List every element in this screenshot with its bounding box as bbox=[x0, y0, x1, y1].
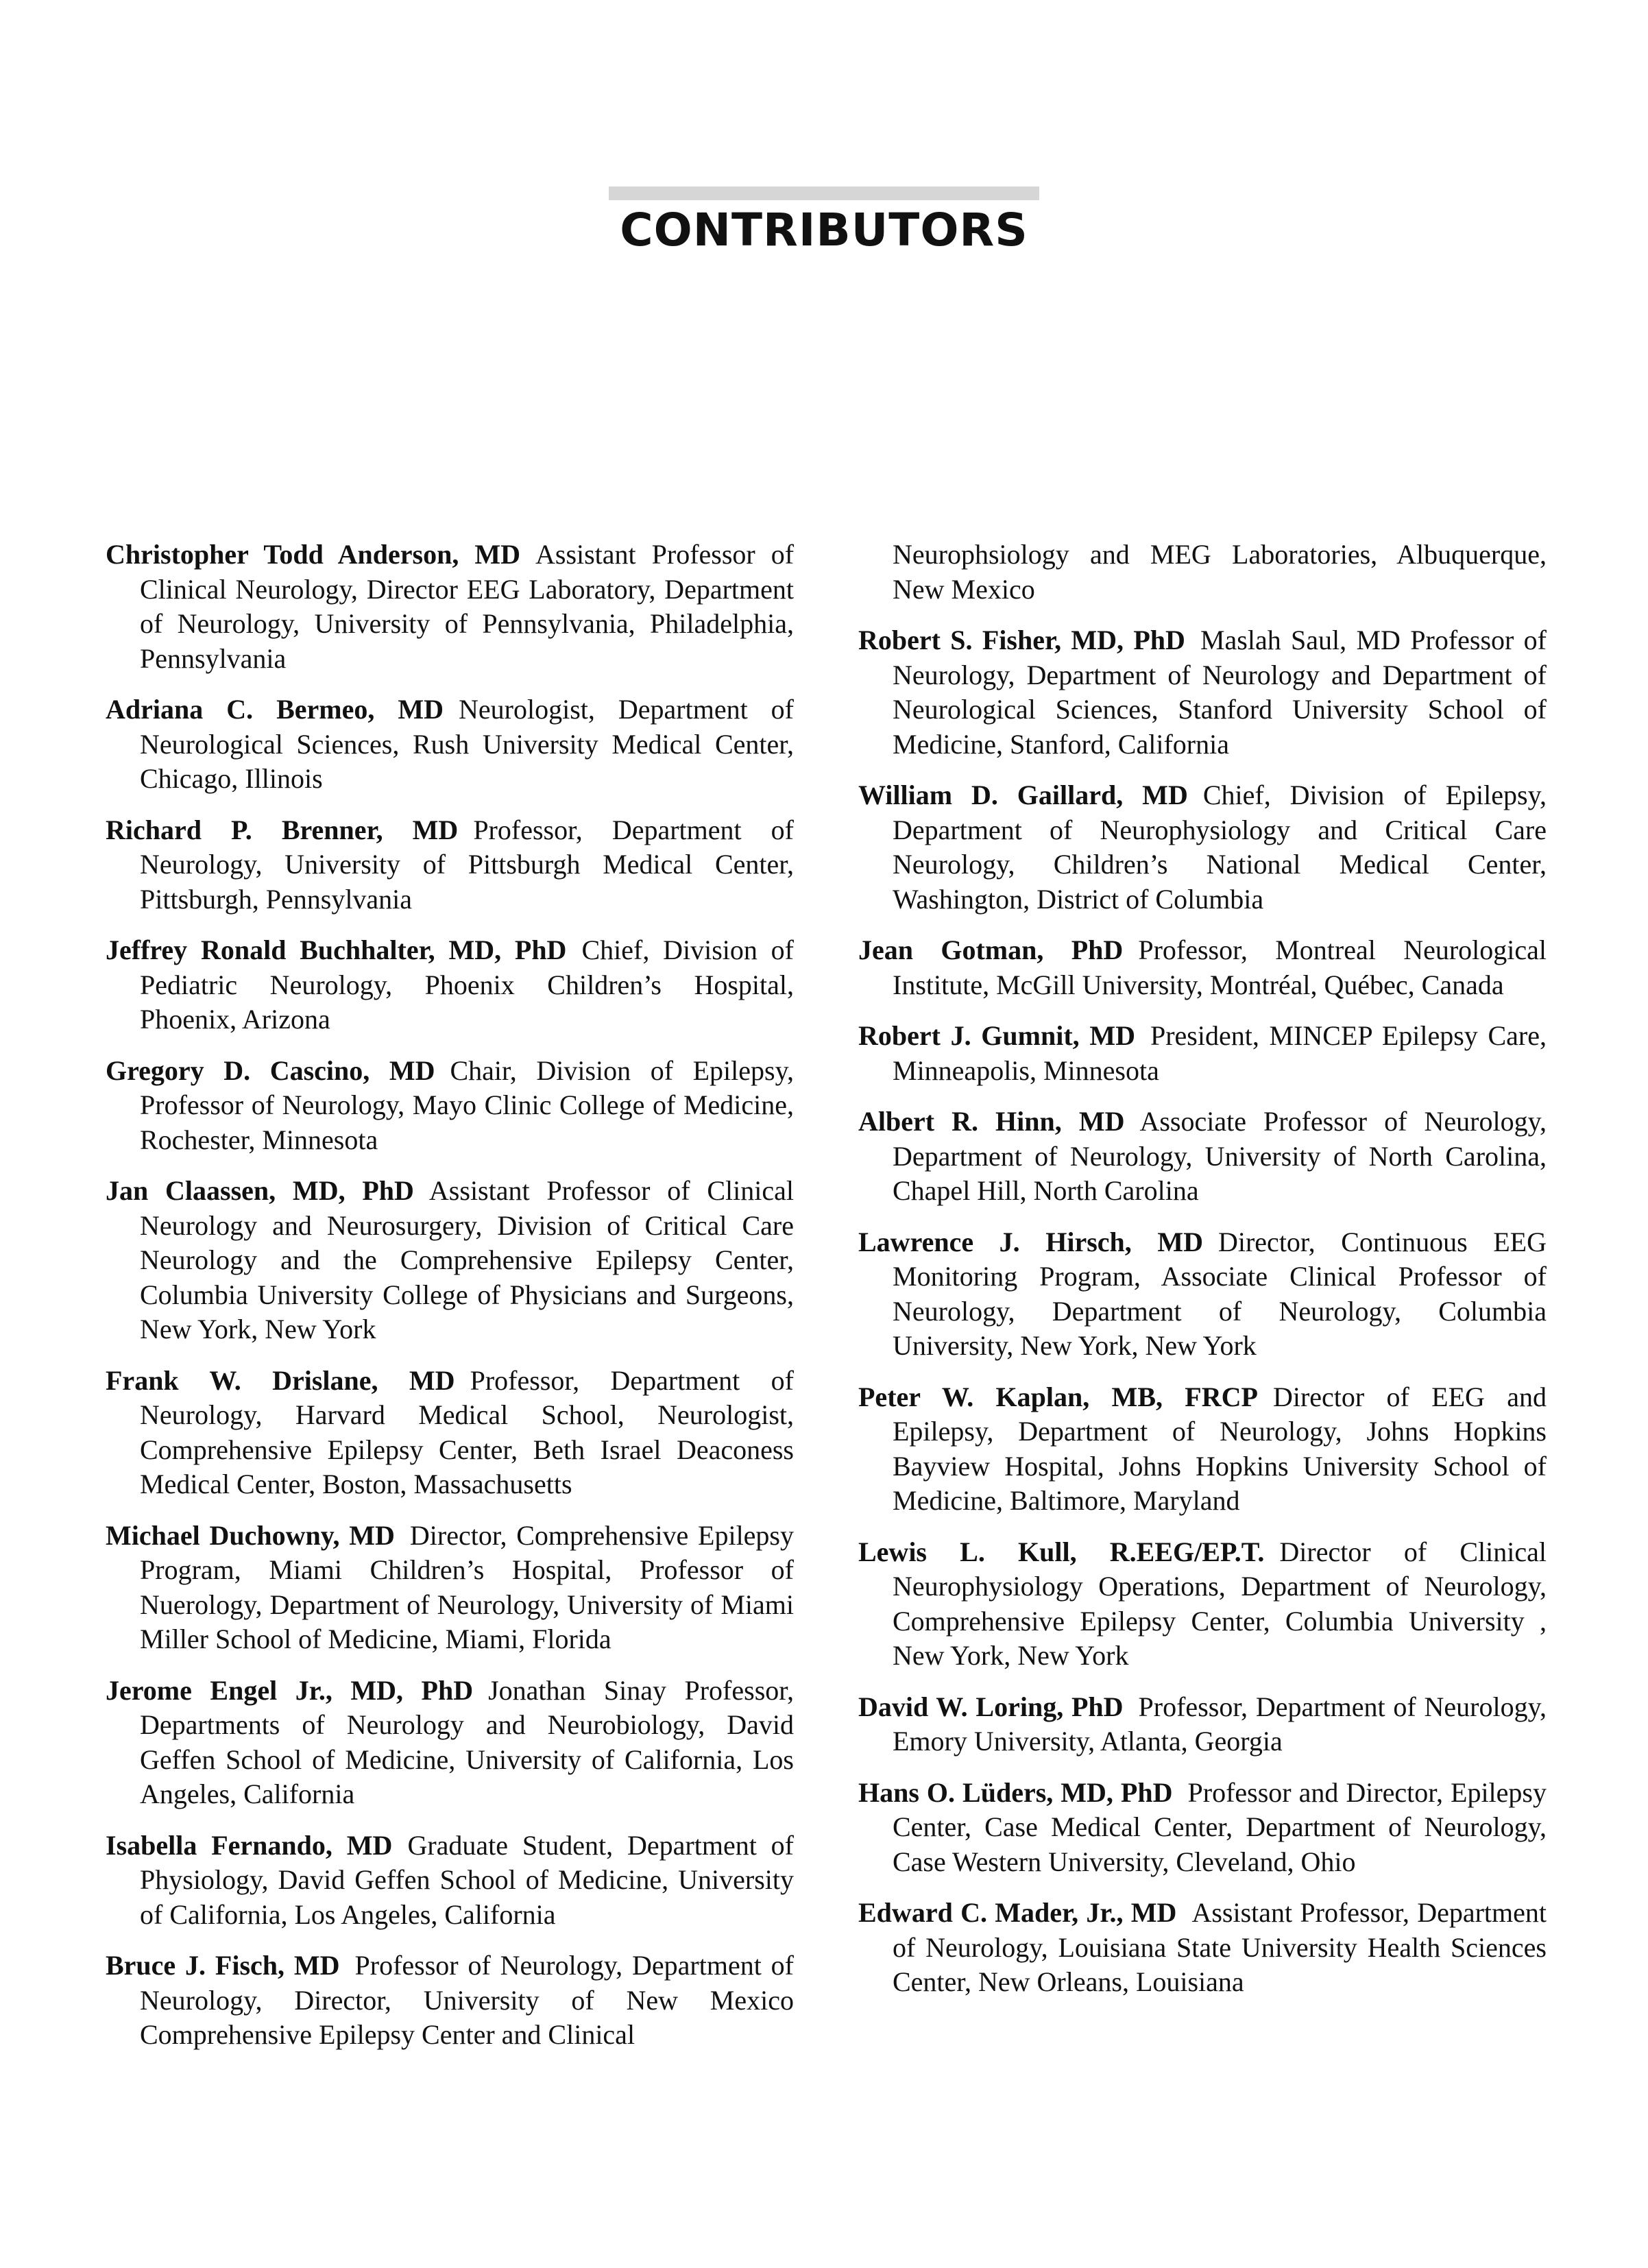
contributor-affiliation: Professor of Neurology, Department of Neurology, Director, University of New Mexico Comprehensive Epilepsy Center and Clinical bbox=[140, 1950, 794, 2050]
contributor-affiliation: Professor and Director, Epilepsy Center, Case Medical Center, Department of Neurology, Case Western University, Cleveland, Ohio bbox=[893, 1776, 1547, 1877]
contributor-entry bbox=[106, 538, 794, 676]
contributor-entry bbox=[858, 1225, 1547, 1364]
contributor-name: Peter W. Kaplan, MB, FRCP bbox=[858, 1381, 1258, 1412]
contributor-affiliation: Neurologist, Department of Neurological Sciences, Rush University Medical Center, Chicago, Illinois bbox=[140, 694, 794, 794]
contributor-affiliation: Assistant Professor of Clinical Neurology, Director EEG Laboratory, Department of Neurology, University of Pennsylvania, Philadelphia, Pennsylvania bbox=[140, 539, 795, 674]
contributor-affiliation: Associate Professor of Neurology, Department of Neurology, University of North Carolina, Chapel Hill, North Carolina bbox=[893, 1106, 1547, 1206]
contributor-affiliation: Director, Continuous EEG Monitoring Program, Associate Clinical Professor of Neurology, Department of Neurology, Columbia University, New York, New York bbox=[893, 1226, 1547, 1361]
title-rule bbox=[609, 186, 1039, 200]
page-title: CONTRIBUTORS bbox=[620, 204, 1028, 256]
contributor-name: William D. Gaillard, MD bbox=[858, 780, 1188, 810]
contributor-name: Jeffrey Ronald Buchhalter, MD, PhD bbox=[106, 934, 567, 965]
contributor-entry bbox=[858, 1896, 1547, 2000]
contributor-entry bbox=[106, 933, 794, 1037]
contributor-entry bbox=[106, 1949, 794, 2053]
contributor-name: Lewis L. Kull, R.EEG/EP.T. bbox=[858, 1536, 1265, 1567]
contributor-entry bbox=[106, 1829, 794, 1933]
contributor-entry bbox=[106, 1054, 794, 1158]
contributor-affiliation: Director of EEG and Epilepsy, Department of Neurology, Johns Hopkins Bayview Hospital, Johns Hopkins University School of Medicine, Baltimore, Maryland bbox=[893, 1381, 1547, 1516]
right-column bbox=[858, 538, 1547, 2016]
contributor-affiliation: Assistant Professor, Department of Neurology, Louisiana State University Health Sciences Center, New Orleans, Louisiana bbox=[893, 1897, 1547, 1997]
contributor-name: Robert J. Gumnit, MD bbox=[858, 1020, 1135, 1051]
contributor-entry bbox=[858, 1690, 1547, 1759]
contributor-name: Frank W. Drislane, MD bbox=[106, 1364, 455, 1396]
contributor-affiliation: Professor, Department of Neurology, Harvard Medical School, Neurologist, Comprehensive Epilepsy Center, Beth Israel Deaconess Medical Center, Boston, Massachusetts bbox=[140, 1364, 795, 1499]
contributor-entry bbox=[858, 623, 1547, 762]
contributor-entry bbox=[858, 778, 1547, 917]
contributor-name: Christopher Todd Anderson, MD bbox=[106, 539, 520, 570]
contributor-name: Jan Claassen, MD, PhD bbox=[106, 1175, 414, 1206]
contributor-name: Gregory D. Cascino, MD bbox=[106, 1054, 435, 1086]
contributor-affiliation: Graduate Student, Department of Physiology, David Geffen School of Medicine, University of California, Los Angeles, California bbox=[140, 1829, 794, 1930]
contributor-name: Isabella Fernando, MD bbox=[106, 1829, 393, 1861]
contributor-entry bbox=[858, 1380, 1547, 1519]
contributor-entry-continuation bbox=[858, 538, 1547, 607]
contributor-entry bbox=[858, 1776, 1547, 1880]
contributor-name: Jerome Engel Jr., MD, PhD bbox=[106, 1674, 474, 1706]
contributor-affiliation: Director, Comprehensive Epilepsy Program, Miami Children’s Hospital, Professor of Nuerology, Department of Neurology, University of Miami Miller School of Medicine, Miami, Florida bbox=[140, 1519, 794, 1654]
contributor-affiliation: Neurophsiology and MEG Laboratories, Albuquerque, New Mexico bbox=[893, 539, 1547, 605]
contributor-name: Hans O. Lüders, MD, PhD bbox=[858, 1776, 1173, 1808]
contributor-name: Bruce J. Fisch, MD bbox=[106, 1950, 340, 1981]
contributor-entry bbox=[106, 1364, 794, 1502]
left-column bbox=[106, 538, 794, 2069]
contributor-name: David W. Loring, PhD bbox=[858, 1691, 1124, 1722]
contributor-entry bbox=[106, 692, 794, 797]
contributor-entry bbox=[858, 933, 1547, 1002]
contributor-entry bbox=[858, 1019, 1547, 1088]
contributor-name: Adriana C. Bermeo, MD bbox=[106, 694, 444, 725]
contributor-entry bbox=[106, 813, 794, 917]
contributor-affiliation: Assistant Professor of Clinical Neurology and Neurosurgery, Division of Critical Care Neurology and the Comprehensive Epilepsy Center, Columbia University College of Physicians and Surgeons, New York, New York bbox=[140, 1175, 794, 1344]
contributor-affiliation: Chair, Division of Epilepsy, Professor of Neurology, Mayo Clinic College of Medicine, Rochester, Minnesota bbox=[140, 1054, 795, 1155]
contributor-affiliation: Jonathan Sinay Professor, Departments of Neurology and Neurobiology, David Geffen School of Medicine, University of California, Los Angeles, California bbox=[140, 1674, 794, 1809]
contributor-entry bbox=[106, 1519, 794, 1657]
contributor-name: Jean Gotman, PhD bbox=[858, 934, 1124, 965]
contributor-affiliation: Maslah Saul, MD Professor of Neurology, Department of Neurology and Department of Neurological Sciences, Stanford University School of Medicine, Stanford, California bbox=[893, 625, 1547, 760]
contributor-name: Michael Duchowny, MD bbox=[106, 1519, 395, 1551]
contributor-name: Albert R. Hinn, MD bbox=[858, 1106, 1125, 1137]
contributor-affiliation: President, MINCEP Epilepsy Care, Minneapolis, Minnesota bbox=[893, 1020, 1547, 1086]
contributor-affiliation: Director of Clinical Neurophysiology Operations, Department of Neurology, Comprehensive Epilepsy Center, Columbia University , New York, New York bbox=[893, 1536, 1547, 1671]
contributor-affiliation: Professor, Montreal Neurological Institute, McGill University, Montréal, Québec, Canada bbox=[893, 934, 1547, 1000]
contributor-name: Edward C. Mader, Jr., MD bbox=[858, 1897, 1177, 1928]
contributor-entry bbox=[106, 1174, 794, 1347]
contributor-entry bbox=[106, 1674, 794, 1812]
contributor-affiliation: Professor, Department of Neurology, Emory University, Atlanta, Georgia bbox=[893, 1691, 1547, 1757]
contributor-name: Richard P. Brenner, MD bbox=[106, 814, 459, 845]
contributor-affiliation: Chief, Division of Epilepsy, Department of Neurophysiology and Critical Care Neurology, Children’s National Medical Center, Washington, District of Columbia bbox=[893, 780, 1547, 915]
contributor-name: Robert S. Fisher, MD, PhD bbox=[858, 625, 1185, 655]
contributor-affiliation: Professor, Department of Neurology, University of Pittsburgh Medical Center, Pittsburgh, Pennsylvania bbox=[140, 814, 795, 915]
contributor-entry bbox=[858, 1105, 1547, 1209]
contributor-affiliation: Chief, Division of Pediatric Neurology, Phoenix Children’s Hospital, Phoenix, Arizona bbox=[140, 934, 794, 1035]
contributor-entry bbox=[858, 1535, 1547, 1674]
contributor-name: Lawrence J. Hirsch, MD bbox=[858, 1226, 1203, 1257]
